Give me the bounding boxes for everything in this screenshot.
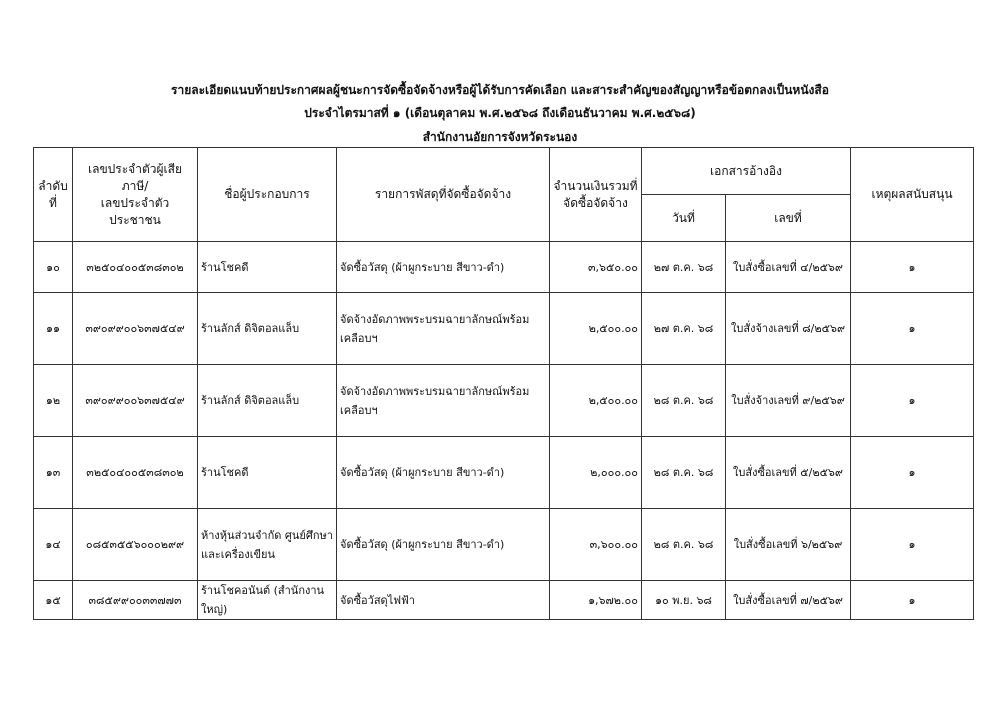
cell-vendor-line1: ร้านลักส์ ดิจิตอลแล็บ: [201, 322, 300, 335]
cell-tax-id: ๓๘๕๙๙๐๐๓๓๗๗๓: [73, 581, 198, 620]
header-items: รายการพัสดุที่จัดซื้อจัดจ้าง: [337, 148, 550, 242]
cell-ref-no: ใบสั่งจ้างเลขที่ ๙/๒๕๖๙: [726, 365, 851, 437]
cell-no: ๑๓: [34, 437, 73, 509]
cell-vendor: [198, 581, 337, 620]
cell-vendor-line2: และเครื่องเขียน: [201, 547, 275, 561]
cell-amount: ๒,๕๐๐.๐๐: [550, 365, 642, 437]
cell-items: [337, 293, 550, 365]
cell-items: [337, 509, 550, 581]
cell-amount: ๒,๐๐๐.๐๐: [550, 437, 642, 509]
header-date: วันที่: [642, 195, 726, 242]
cell-vendor: [198, 365, 337, 437]
cell-items-line2: เคลือบฯ: [340, 331, 378, 345]
header-tax-id: [73, 148, 198, 242]
cell-tax-id: ๓๒๕๐๔๐๐๕๓๘๓๐๒: [73, 242, 198, 293]
cell-vendor-line1: ร้านโชคดี: [201, 466, 249, 479]
header-ref-no: เลขที่: [726, 195, 851, 242]
procurement-table: [33, 147, 974, 620]
cell-vendor-line1: ร้านโชคอนันต์ (สำนักงานใหญ่): [201, 584, 325, 616]
cell-vendor: [198, 293, 337, 365]
table-row: [34, 437, 974, 509]
quarter-subtitle: ประจำไตรมาสที่ ๑ (เดือนตุลาคม พ.ศ.๒๕๖๘ ถึงเดือนธันวาคม พ.ศ.๒๕๖๘): [304, 106, 696, 120]
cell-ref-no: ใบสั่งซื้อเลขที่ ๖/๒๕๖๙: [726, 509, 851, 581]
cell-vendor-line1: ร้านลักส์ ดิจิตอลแล็บ: [201, 394, 300, 407]
cell-no: ๑๔: [34, 509, 73, 581]
header-amount-line2: จัดซื้อจัดจ้าง: [563, 195, 628, 210]
table-row: [34, 509, 974, 581]
cell-items-line1: จัดจ้างอัดภาพพระบรมฉายาลักษณ์พร้อม: [340, 384, 530, 398]
header-vendor: ชื่อผู้ประกอบการ: [198, 148, 337, 242]
header-tax-id-line2: เลขประจำตัวประชาชน: [100, 195, 170, 227]
cell-items-line1: จัดซื้อวัสดุ (ผ้าผูกระบาย สีขาว-ดำ): [340, 466, 505, 479]
cell-ref-no: ใบสั่งซื้อเลขที่ ๗/๒๕๖๙: [726, 581, 851, 620]
header-amount-line1: จำนวนเงินรวมที่: [553, 178, 638, 193]
header-ref: เอกสารอ้างอิง: [642, 148, 851, 195]
cell-reason: ๑: [851, 365, 974, 437]
cell-date: ๑๐ พ.ย. ๖๘: [642, 581, 726, 620]
header-tax-id-line1: เลขประจำตัวผู้เสียภาษี/: [88, 161, 182, 193]
cell-items: [337, 365, 550, 437]
cell-date: ๒๘ ต.ค. ๖๘: [642, 365, 726, 437]
cell-reason: ๑: [851, 581, 974, 620]
cell-ref-no: ใบสั่งซื้อเลขที่ ๔/๒๕๖๙: [726, 242, 851, 293]
cell-date: ๒๗ ต.ค. ๖๘: [642, 293, 726, 365]
document-title: รายละเอียดแนบท้ายประกาศผลผู้ชนะการจัดซื้อจัดจ้างหรือผู้ได้รับการคัดเลือก และสาระสำคัญของสัญญาหรือข้อตกลงเป็นหนังสือ: [171, 83, 829, 97]
cell-items: [337, 437, 550, 509]
office-name: สำนักงานอัยการจังหวัดระนอง: [422, 130, 578, 144]
cell-no: ๑๒: [34, 365, 73, 437]
cell-tax-id: ๓๙๐๙๙๐๐๖๓๗๕๔๙: [73, 293, 198, 365]
table-row: [34, 581, 974, 620]
cell-date: ๒๗ ต.ค. ๖๘: [642, 242, 726, 293]
cell-items-line2: เคลือบฯ: [340, 403, 378, 417]
table-row: [34, 242, 974, 293]
cell-date: ๒๘ ต.ค. ๖๘: [642, 509, 726, 581]
cell-date: ๒๘ ต.ค. ๖๘: [642, 437, 726, 509]
cell-amount: ๓,๖๐๐.๐๐: [550, 509, 642, 581]
cell-ref-no: ใบสั่งจ้างเลขที่ ๘/๒๕๖๙: [726, 293, 851, 365]
cell-items: [337, 242, 550, 293]
cell-tax-id: ๐๘๕๓๕๕๖๐๐๐๒๙๙: [73, 509, 198, 581]
cell-no: ๑๕: [34, 581, 73, 620]
cell-vendor-line1: ห้างหุ้นส่วนจำกัด ศูนย์ศึกษา: [201, 528, 333, 542]
cell-no: ๑๑: [34, 293, 73, 365]
cell-vendor: [198, 509, 337, 581]
table-row: [34, 293, 974, 365]
table-row: [34, 365, 974, 437]
cell-items: [337, 581, 550, 620]
cell-no: ๑๐: [34, 242, 73, 293]
cell-items-line1: จัดจ้างอัดภาพพระบรมฉายาลักษณ์พร้อม: [340, 312, 530, 326]
cell-amount: ๒,๕๐๐.๐๐: [550, 293, 642, 365]
cell-reason: ๑: [851, 293, 974, 365]
cell-vendor: [198, 242, 337, 293]
cell-amount: ๓,๖๕๐.๐๐: [550, 242, 642, 293]
header-reason: เหตุผลสนับสนุน: [851, 148, 974, 242]
header-amount: [550, 148, 642, 242]
cell-tax-id: ๓๒๕๐๔๐๐๕๓๘๓๐๒: [73, 437, 198, 509]
cell-items-line1: จัดซื้อวัสดุไฟฟ้า: [340, 593, 415, 607]
cell-vendor-line1: ร้านโชคดี: [201, 260, 249, 274]
cell-reason: ๑: [851, 437, 974, 509]
cell-ref-no: ใบสั่งซื้อเลขที่ ๕/๒๕๖๙: [726, 437, 851, 509]
cell-amount: ๑,๖๗๒.๐๐: [550, 581, 642, 620]
cell-items-line1: จัดซื้อวัสดุ (ผ้าผูกระบาย สีขาว-ดำ): [340, 260, 505, 274]
cell-items-line1: จัดซื้อวัสดุ (ผ้าผูกระบาย สีขาว-ดำ): [340, 538, 505, 551]
header-no: ลำดับที่: [34, 148, 73, 242]
cell-reason: ๑: [851, 509, 974, 581]
cell-vendor: [198, 437, 337, 509]
cell-reason: ๑: [851, 242, 974, 293]
cell-tax-id: ๓๙๐๙๙๐๐๖๓๗๕๔๙: [73, 365, 198, 437]
